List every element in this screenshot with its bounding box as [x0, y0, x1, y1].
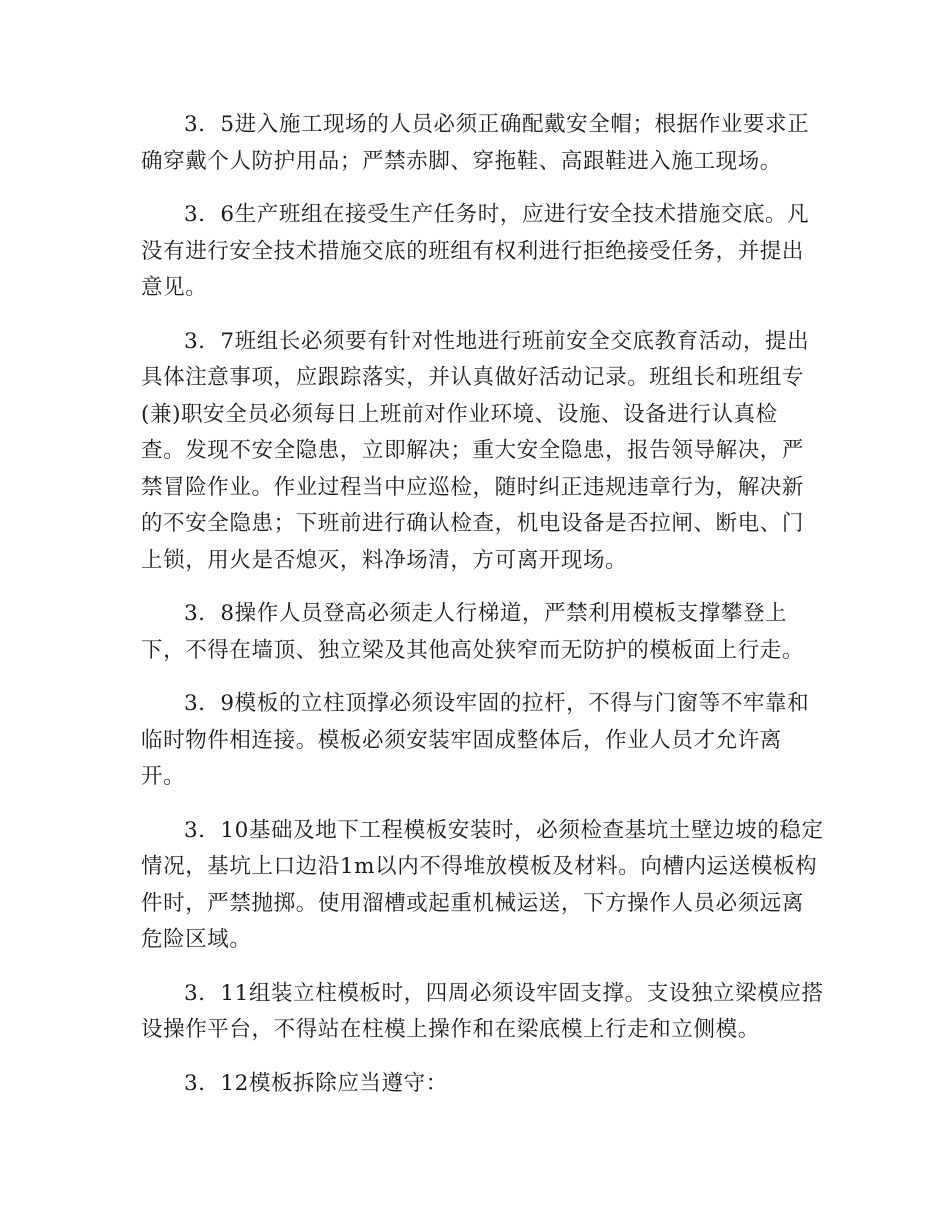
text-line: 件时，严禁抛掷。使用溜槽或起重机械运送，下方操作人员必须远离 [141, 890, 805, 916]
text-line: 3．7班组长必须要有针对性地进行班前安全交底教育活动，提出 [184, 328, 810, 354]
text-line: 禁冒险作业。作业过程当中应巡检，随时纠正违规违章行为，解决新 [141, 474, 805, 500]
text-line: 临时物件相连接。模板必须安装牢固成整体后，作业人员才允许离 [141, 727, 782, 753]
text-line: 3．11组装立柱模板时，四周必须设牢固支撑。支设独立梁模应搭 [184, 980, 824, 1006]
text-line: 上锁，用火是否熄灭，料净场清，方可离开现场。 [141, 547, 628, 573]
text-line: 具体注意事项，应跟踪落实，并认真做好活动记录。班组长和班组专 [141, 365, 805, 390]
text-line: 3．12模板拆除应当遵守： [184, 1070, 448, 1096]
paragraph-3-11 [141, 976, 824, 1049]
text-line: 危险区域。 [141, 927, 252, 952]
paragraph-3-12 [141, 1066, 811, 1103]
text-line: 情况，基坑上口边沿1m以内不得堆放模板及材料。向槽内运送模板构 [141, 854, 818, 879]
paragraph-3-9 [141, 686, 811, 796]
paragraph-3-6 [141, 197, 811, 307]
text-line: 下，不得在墙顶、独立梁及其他高处狭窄而无防护的模板面上行走。 [141, 637, 805, 663]
text-line: (兼)职安全员必须每日上班前对作业环境、设施、设备进行认真检 [141, 401, 778, 427]
text-line: 3．5进入施工现场的人员必须正确配戴安全帽；根据作业要求正 [184, 112, 810, 137]
text-line: 设操作平台，不得站在柱模上操作和在梁底模上行走和立侧模。 [141, 1017, 760, 1042]
text-line: 3．8操作人员登高必须走人行梯道，严禁利用模板支撑攀登上 [184, 601, 788, 626]
text-line: 查。发现不安全隐患，立即解决；重大安全隐患，报告领导解决，严 [141, 438, 805, 463]
text-line: 3．10基础及地下工程模板安装时，必须检查基坑土壁边坡的稳定 [184, 817, 824, 843]
text-line: 3．6生产班组在接受生产任务时，应进行安全技术措施交底。凡 [184, 202, 810, 227]
text-line: 意见。 [141, 275, 208, 300]
text-line: 没有进行安全技术措施交底的班组有权利进行拒绝接受任务，并提出 [141, 238, 805, 264]
paragraph-3-7 [141, 324, 811, 580]
text-line: 3．9模板的立柱顶撑必须设牢固的拉杆，不得与门窗等不牢靠和 [184, 691, 810, 716]
paragraph-3-10 [141, 813, 824, 959]
document-body [141, 107, 824, 1119]
paragraph-3-5 [141, 107, 811, 180]
paragraph-3-8 [141, 596, 811, 669]
text-line: 确穿戴个人防护用品；严禁赤脚、穿拖鞋、高跟鞋进入施工现场。 [141, 148, 782, 174]
text-line: 开。 [141, 764, 186, 789]
text-line: 的不安全隐患；下班前进行确认检查，机电设备是否拉闸、断电、门 [141, 511, 805, 536]
